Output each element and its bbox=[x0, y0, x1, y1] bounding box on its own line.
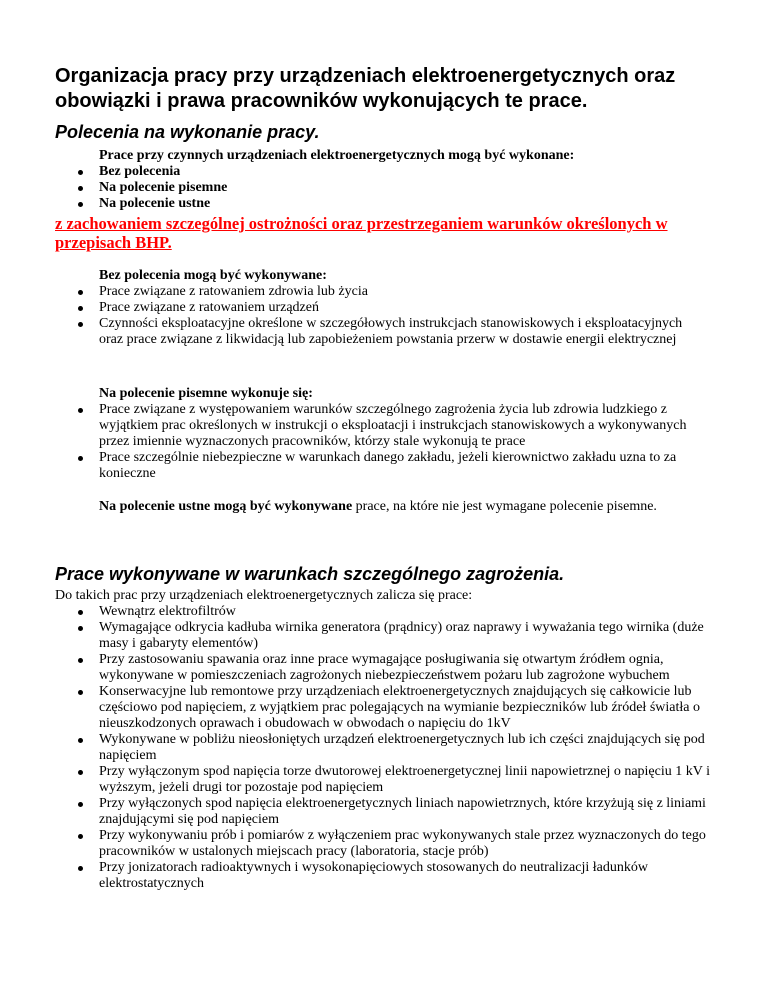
section-heading-hazard: Prace wykonywane w warunkach szczególnego zagrożenia. bbox=[55, 564, 565, 584]
oral-order-bold: Na polecenie ustne mogą być wykonywane bbox=[99, 499, 353, 514]
oral-order-paragraph bbox=[99, 499, 679, 515]
no-order-list bbox=[55, 284, 695, 348]
list-item: Przy zastosowaniu spawania oraz inne prace wymagające posługiwania się otwartym źródłem ognia, wykonywane w pomieszczeniach zagrożonych niebezpieczeństwem pożaru lub zagrożone wybuchem bbox=[55, 652, 720, 684]
hazard-work-list bbox=[55, 604, 720, 892]
list-item: Przy jonizatorach radioaktywnych i wysokonapięciowych stosowanych do neutralizacji ładunków elektrostatycznych bbox=[55, 860, 720, 892]
written-order-heading: Na polecenie pisemne wykonuje się: bbox=[99, 386, 313, 401]
section-heading-orders: Polecenia na wykonanie pracy. bbox=[55, 122, 320, 142]
list-item: Prace szczególnie niebezpieczne w warunkach danego zakładu, jeżeli kierownictwo zakładu uzna to za konieczne bbox=[55, 450, 717, 482]
list-item: Wewnątrz elektrofiltrów bbox=[55, 604, 720, 620]
order-types-list bbox=[55, 164, 695, 212]
orders-intro: Prace przy czynnych urządzeniach elektroenergetycznych mogą być wykonane: bbox=[99, 148, 575, 163]
list-item: Prace związane z ratowaniem urządzeń bbox=[55, 300, 695, 316]
list-item: Przy wyłączonym spod napięcia torze dwutorowej elektroenergetycznej linii napowietrznej o napięciu 1 kV i wyższym, jeżeli drugi tor pozostaje pod napięciem bbox=[55, 764, 720, 796]
no-order-heading: Bez polecenia mogą być wykonywane: bbox=[99, 268, 327, 283]
oral-order-rest: prace, na które nie jest wymagane polecenie pisemne. bbox=[352, 499, 657, 514]
list-item: Konserwacyjne lub remontowe przy urządzeniach elektroenergetycznych znajdujących się całkowicie lub częściowo pod napięciem, z wyjątkiem prac polegających na wymianie bezpieczników lub źródeł światła o nieuszkodzonych oprawach i obudowach w obwodach o napięciu do 1kV bbox=[55, 684, 720, 732]
written-order-list bbox=[55, 402, 717, 482]
list-item: Przy wykonywaniu prób i pomiarów z wyłączeniem prac wykonywanych stale przez wyznaczonych do tego pracowników w ustalonych miejscach pracy (laboratoria, stacje prób) bbox=[55, 828, 720, 860]
list-item: Prace związane z występowaniem warunków szczególnego zagrożenia życia lub zdrowia ludzkiego z wyjątkiem prac określonych w instrukcji o eksploatacji i instrukcjach stanowiskowych a wykonywanych przez imiennie wyznaczonych pracowników, którzy stale wykonują te prace bbox=[55, 402, 717, 450]
list-item: Wymagające odkrycia kadłuba wirnika generatora (prądnicy) oraz naprawy i wyważania tego wirnika (duże masy i gabaryty elementów) bbox=[55, 620, 720, 652]
list-item: Prace związane z ratowaniem zdrowia lub życia bbox=[55, 284, 695, 300]
bhp-warning: z zachowaniem szczególnej ostrożności oraz przestrzeganiem warunków określonych w przepisach BHP. bbox=[55, 214, 668, 252]
document-title: Organizacja pracy przy urządzeniach elektroenergetycznych oraz obowiązki i prawa pracowników wykonujących te prace. bbox=[55, 65, 676, 112]
list-item: Na polecenie ustne bbox=[55, 196, 695, 212]
list-item: Bez polecenia bbox=[55, 164, 695, 180]
hazard-intro: Do takich prac przy urządzeniach elektroenergetycznych zalicza się prace: bbox=[55, 588, 473, 603]
list-item: Przy wyłączonych spod napięcia elektroenergetycznych liniach napowietrznych, które krzyżują się z liniami znajdującymi się pod napięciem bbox=[55, 796, 720, 828]
list-item: Czynności eksploatacyjne określone w szczegółowych instrukcjach stanowiskowych i eksploatacyjnych oraz prace związane z likwidacją lub zapobieżeniem powstania przerw w dostawie energii elektrycznej bbox=[55, 316, 695, 348]
list-item: Wykonywane w pobliżu nieosłoniętych urządzeń elektroenergetycznych lub ich części znajdujących się pod napięciem bbox=[55, 732, 720, 764]
list-item: Na polecenie pisemne bbox=[55, 180, 695, 196]
